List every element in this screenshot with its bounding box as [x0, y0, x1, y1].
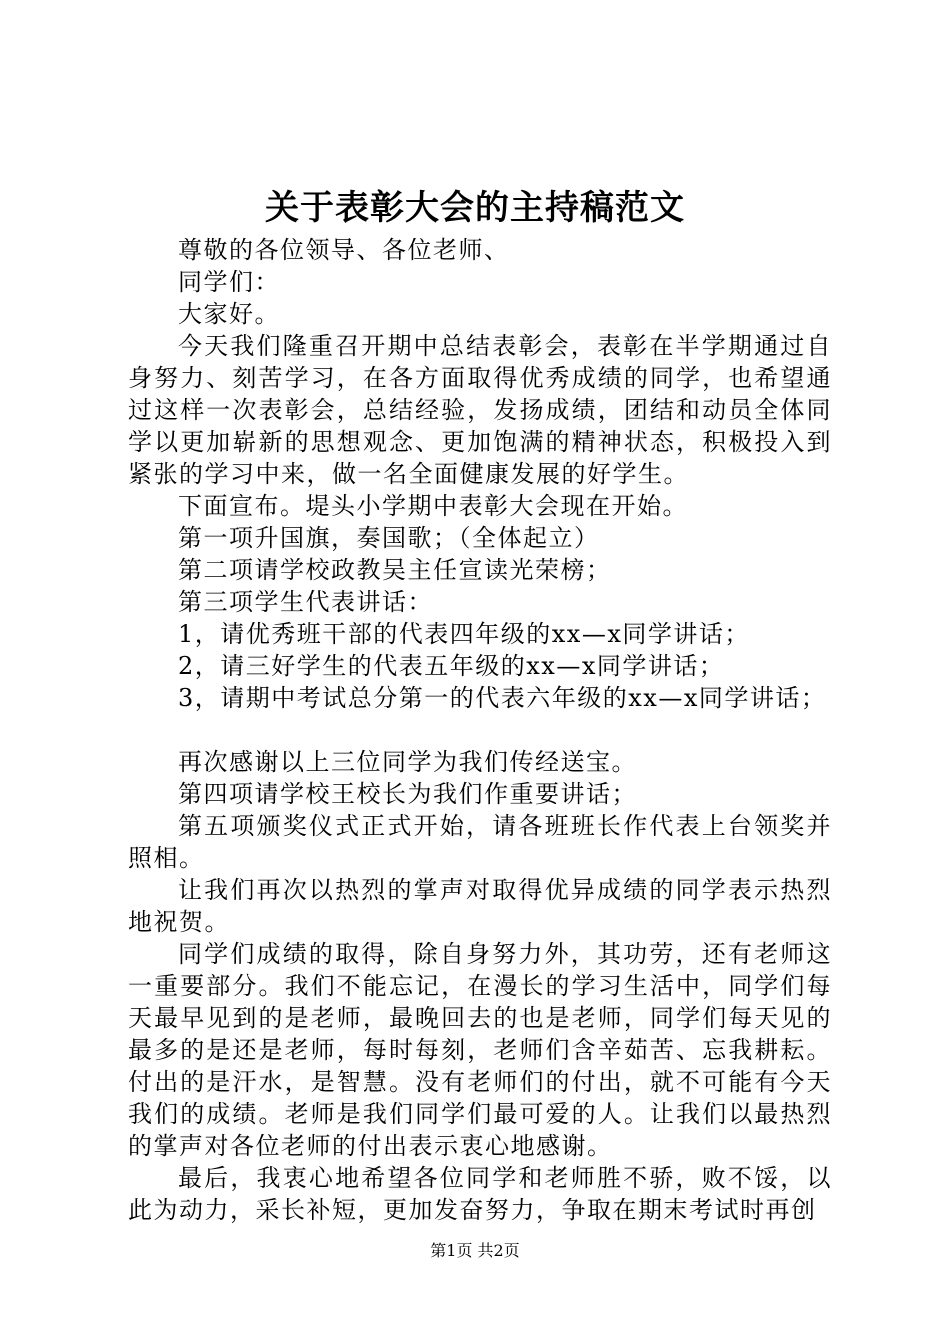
paragraph: 尊敬的各位领导、各位老师、 — [178, 236, 510, 264]
blank-line — [128, 714, 832, 746]
paragraph: 第三项学生代表讲话： — [178, 588, 433, 616]
paragraph: 1，请优秀班干部的代表四年级的xx—x同学讲话； — [178, 620, 750, 648]
paragraph: 第五项颁奖仪式正式开始，请各班班长作代表上台领奖并照相。 — [128, 812, 832, 872]
paragraph: 同学们成绩的取得，除自身努力外，其功劳，还有老师这一重要部分。我们不能忘记，在漫长的学习生活中，同学们每天最早见到的是老师，最晚回去的也是老师，同学们每天见的最多的是还是老师，每时每刻，老师们含辛茹苦、忘我耕耘。付出的是汗水，是智慧。没有老师们的付出，就不可能有今天我们的成绩。老师是我们同学们最可爱的人。让我们以最热烈的掌声对各位老师的付出表示衷心地感谢。 — [128, 940, 832, 1160]
paragraph: 让我们再次以热烈的掌声对取得优异成绩的同学表示热烈地祝贺。 — [128, 876, 832, 936]
document-title: 关于表彰大会的主持稿范文 — [265, 188, 685, 228]
paragraph: 2，请三好学生的代表五年级的xx—x同学讲话； — [178, 652, 725, 680]
paragraph: 第二项请学校政教吴主任宣读光荣榜； — [178, 556, 612, 584]
paragraph: 大家好。 — [178, 300, 280, 328]
paragraph: 同学们： — [178, 268, 280, 296]
paragraph: 今天我们隆重召开期中总结表彰会，表彰在半学期通过自身努力、刻苦学习，在各方面取得优秀成绩的同学，也希望通过这样一次表彰会，总结经验，发扬成绩，团结和动员全体同学以更加崭新的思想观念、更加饱满的精神状态，积极投入到紧张的学习中来，做一名全面健康发展的好学生。 — [128, 332, 832, 488]
page-number-footer: 第1页 共2页 — [430, 1241, 520, 1260]
paragraph: 3，请期中考试总分第一的代表六年级的xx—x同学讲话； — [178, 684, 827, 712]
paragraph: 再次感谢以上三位同学为我们传经送宝。 — [178, 748, 637, 776]
document-body — [128, 234, 832, 1226]
paragraph: 最后，我衷心地希望各位同学和老师胜不骄，败不馁，以此为动力，采长补短，更加发奋努力，争取在期末考试时再创 — [128, 1164, 832, 1224]
paragraph: 第四项请学校王校长为我们作重要讲话； — [178, 780, 637, 808]
paragraph: 第一项升国旗，奏国歌；（全体起立） — [178, 524, 600, 552]
paragraph: 下面宣布。堤头小学期中表彰大会现在开始。 — [178, 492, 688, 520]
